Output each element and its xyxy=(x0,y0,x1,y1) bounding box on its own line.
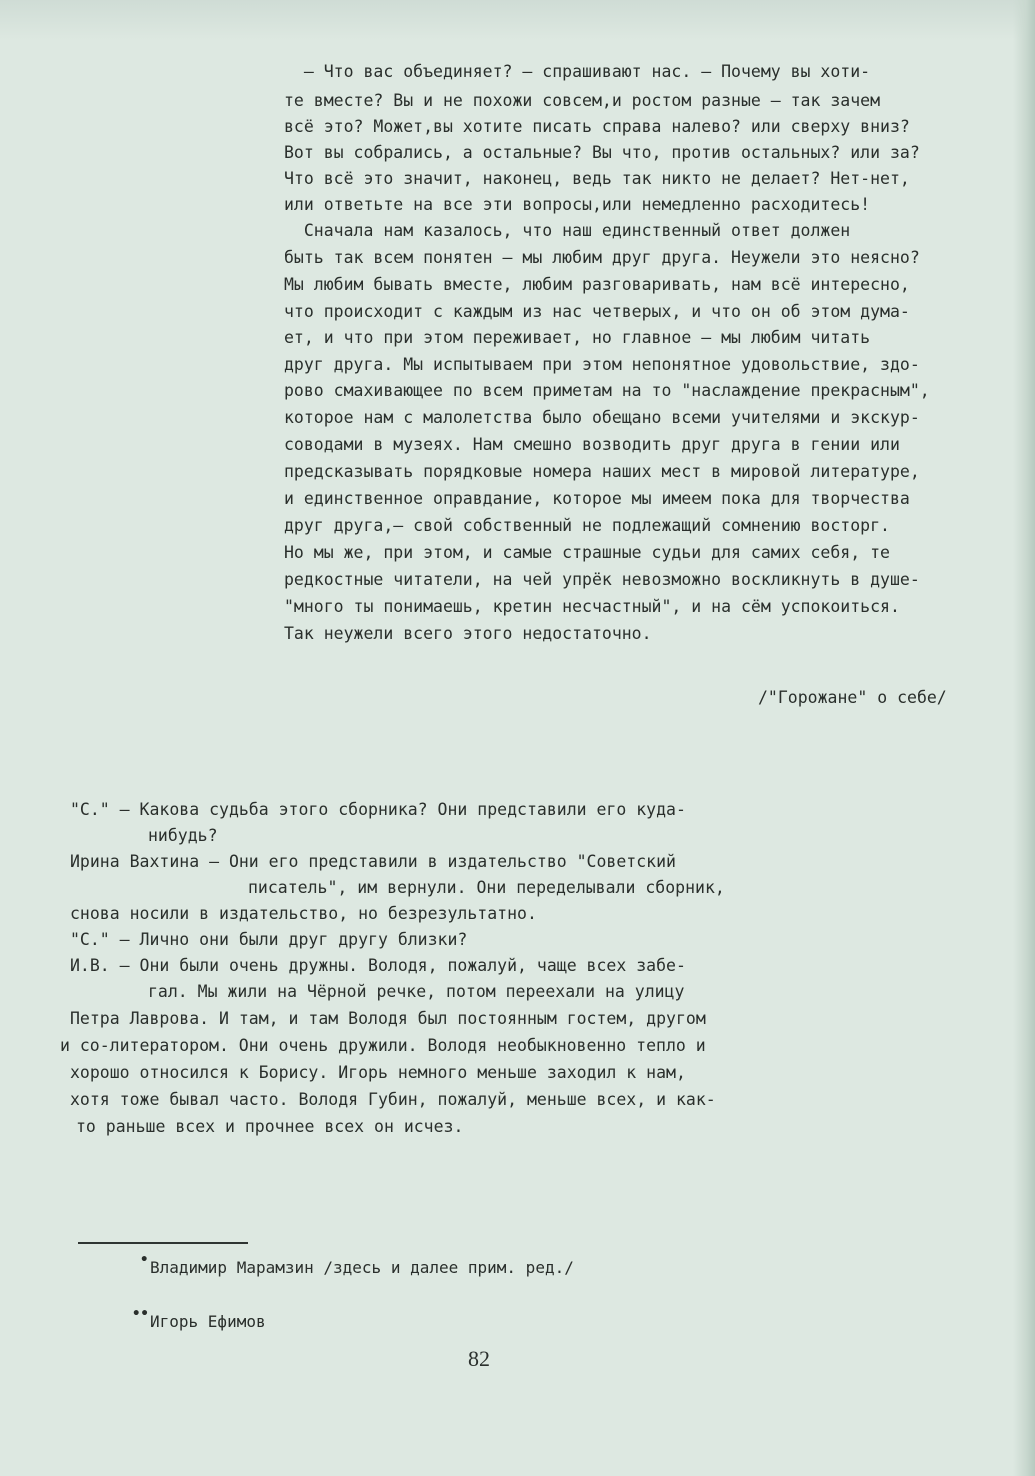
quote-line: рово смахивающее по всем приметам на то "наслаждение прекрасным", xyxy=(284,381,930,400)
interview-line: хорошо относился к Борису. Игорь немного меньше заходил к нам, xyxy=(70,1063,686,1082)
interview-line: И.В. – Они были очень дружны. Володя, пожалуй, чаще всех забе- xyxy=(70,956,686,975)
quote-line: те вместе? Вы и не похожи совсем,и ростом разные – так зачем xyxy=(284,91,881,110)
quote-line: предсказывать порядковые номера наших мест в мировой литературе, xyxy=(284,462,920,481)
interview-line: писатель", им вернули. Они переделывали сборник, xyxy=(248,878,725,897)
quote-line: Но мы же, при этом, и самые страшные судьи для самих себя, те xyxy=(284,543,890,562)
scan-shadow-top xyxy=(0,0,1035,40)
quote-line: которое нам с малолетства было обещано всеми учителями и экскур- xyxy=(284,408,920,427)
quote-line: соводами в музеях. Нам смешно возводить друг друга в гении или xyxy=(284,435,900,454)
quote-line: ет, и что при этом переживает, но главное – мы любим читать xyxy=(284,328,871,347)
interview-line: "С." – Лично они были друг другу близки? xyxy=(70,930,468,949)
quote-line: Мы любим бывать вместе, любим разговаривать, нам всё интересно, xyxy=(284,275,910,294)
quote-signature: /"Горожане" о себе/ xyxy=(758,688,947,707)
interview-line: Петра Лаврова. И там, и там Володя был постоянным гостем, другом xyxy=(70,1009,706,1028)
footnote-text: Владимир Марамзин /здесь и далее прим. ред./ xyxy=(150,1258,574,1277)
quote-line: Так неужели всего этого недостаточно. xyxy=(284,624,652,643)
quote-line: всё это? Может,вы хотите писать справа налево? или сверху вниз? xyxy=(284,117,910,136)
quote-line: друг друга. Мы испытываем при этом непонятное удовольствие, здо- xyxy=(284,355,920,374)
quote-line: Вот вы собрались, а остальные? Вы что, против остальных? или за? xyxy=(284,143,920,162)
interview-line: хотя тоже бывал часто. Володя Губин, пожалуй, меньше всех, и как- xyxy=(70,1090,716,1109)
footnote-mark: •• xyxy=(132,1306,149,1322)
interview-line: то раньше всех и прочнее всех он исчез. xyxy=(76,1117,464,1136)
quote-line: что происходит с каждым из нас четверых, и что он об этом дума- xyxy=(284,302,910,321)
scan-shadow-right xyxy=(1013,0,1035,1476)
quote-line: друг друга,– свой собственный не подлежащий сомнению восторг. xyxy=(284,516,890,535)
quote-line: – Что вас объединяет? – спрашивают нас. – Почему вы хоти- xyxy=(284,62,871,81)
footnote-text: Игорь Ефимов xyxy=(150,1312,266,1331)
quote-line: или ответьте на все эти вопросы,или немедленно расходитесь! xyxy=(284,195,871,214)
quote-line: быть так всем понятен – мы любим друг друга. Неужели это неясно? xyxy=(284,248,920,267)
quote-line: Что всё это значит, наконец, ведь так никто не делает? Нет-нет, xyxy=(284,169,910,188)
interview-line: снова носили в издательство, но безрезультатно. xyxy=(70,904,537,923)
quote-line: "много ты понимаешь, кретин несчастный", и на сём успокоиться. xyxy=(284,597,900,616)
interview-line: и со-литератором. Они очень дружили. Володя необыкновенно тепло и xyxy=(60,1036,706,1055)
quote-line: редкостные читатели, на чей упрёк невозможно воскликнуть в душе- xyxy=(284,570,920,589)
page-number: 82 xyxy=(468,1346,490,1371)
interview-line: "С." – Какова судьба этого сборника? Они представили его куда- xyxy=(70,800,686,819)
quote-line: и единственное оправдание, которое мы имеем пока для творчества xyxy=(284,489,910,508)
interview-line: нибудь? xyxy=(148,826,218,845)
interview-line: Ирина Вахтина – Они его представили в издательство "Советский xyxy=(70,852,676,871)
footnote-divider xyxy=(78,1242,248,1244)
interview-line: гал. Мы жили на Чёрной речке, потом переехали на улицу xyxy=(148,982,685,1001)
quote-line: Сначала нам казалось, что наш единственный ответ должен xyxy=(284,221,851,240)
footnote-mark: • xyxy=(140,1252,149,1268)
